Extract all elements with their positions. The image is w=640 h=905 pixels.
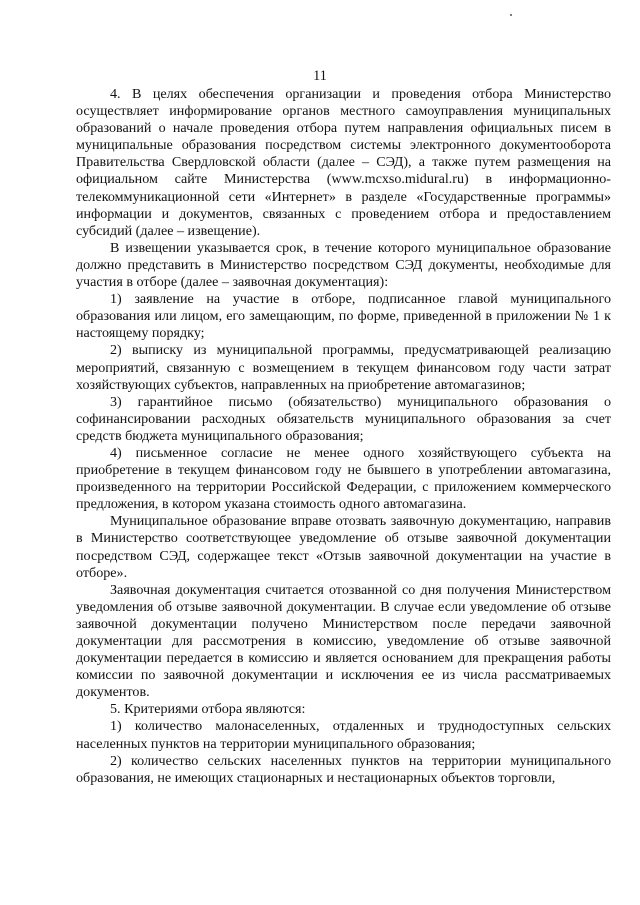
paragraph-item-5-criteria: 5. Критериями отбора являются: [110, 701, 306, 718]
list-item-application: 1) заявление на участие в отборе, подписанное главой муниципального образования или лицом, его замещающим, по форме, приведенной в приложении № 1 к настоящему порядку; [76, 291, 611, 342]
document-body [76, 86, 611, 787]
scan-speck [510, 14, 512, 16]
list-item-program-extract: 2) выписку из муниципальной программы, предусматривающей реализацию мероприятий, связанную с возмещением в текущем финансовом году части затрат хозяйствующих субъектов, направленных на приобретение автомагазинов; [76, 342, 611, 393]
page-number: 11 [313, 68, 327, 84]
list-item-guarantee-letter: 3) гарантийное письмо (обязательство) муниципального образования о софинансировании расходных обязательств муниципального образования за счет средств бюджета муниципального образования; [76, 393, 611, 444]
paragraph-withdrawal-right: Муниципальное образование вправе отозвать заявочную документацию, направив в Министерство соответствующее уведомление об отзыве заявочной документации посредством СЭД, содержащее текст «Отзыв заявочной документации на участие в отборе». [76, 513, 611, 581]
paragraph-notice-deadline: В извещении указывается срок, в течение которого муниципальное образование должно представить в Министерство посредством СЭД документы, необходимые для участия в отборе (далее – заявочная документация): [76, 239, 611, 291]
list-item-criterion-1: 1) количество малонаселенных, отдаленных и труднодоступных сельских населенных пунктов на территории муниципального образования; [76, 718, 611, 752]
list-item-criterion-2: 2) количество сельских населенных пунктов на территории муниципального образования, не имеющих стационарных и нестационарных объектов торговли, [76, 752, 611, 786]
paragraph-item-4-informing: 4. В целях обеспечения организации и проведения отбора Министерство осуществляет информирование органов местного самоуправления муниципальных образований о начале проведения отбора путем направления официальных писем в муниципальные образования посредством системы электронного документооборота Правительства Свердловской области (далее – СЭД), а также путем размещения на официальном сайте Министерства (www.mcxso.midural.ru) в информационно-телекоммуникационной сети «Интернет» в разделе «Государственные программы» информации и документов, связанных с проведением отбора и предоставлением субсидий (далее – извещение). [76, 86, 611, 239]
paragraph-withdrawal-effect: Заявочная документация считается отозванной со дня получения Министерством уведомления об отзыве заявочной документации. В случае если уведомление об отзыве заявочной документации получено Министерством после передачи заявочной документации для рассмотрения в комиссию, уведомление об отзыве заявочной документации передается в комиссию и является основанием для прекращения работы комиссии по заявочной документации и исключения ее из числа рассматриваемых документов. [76, 581, 611, 701]
list-item-written-consent: 4) письменное согласие не менее одного хозяйствующего субъекта на приобретение в текущем финансовом году не бывшего в употреблении автомагазина, произведенного на территории Российской Федерации, с приложением коммерческого предложения, в котором указана стоимость одного автомагазина. [76, 444, 611, 513]
